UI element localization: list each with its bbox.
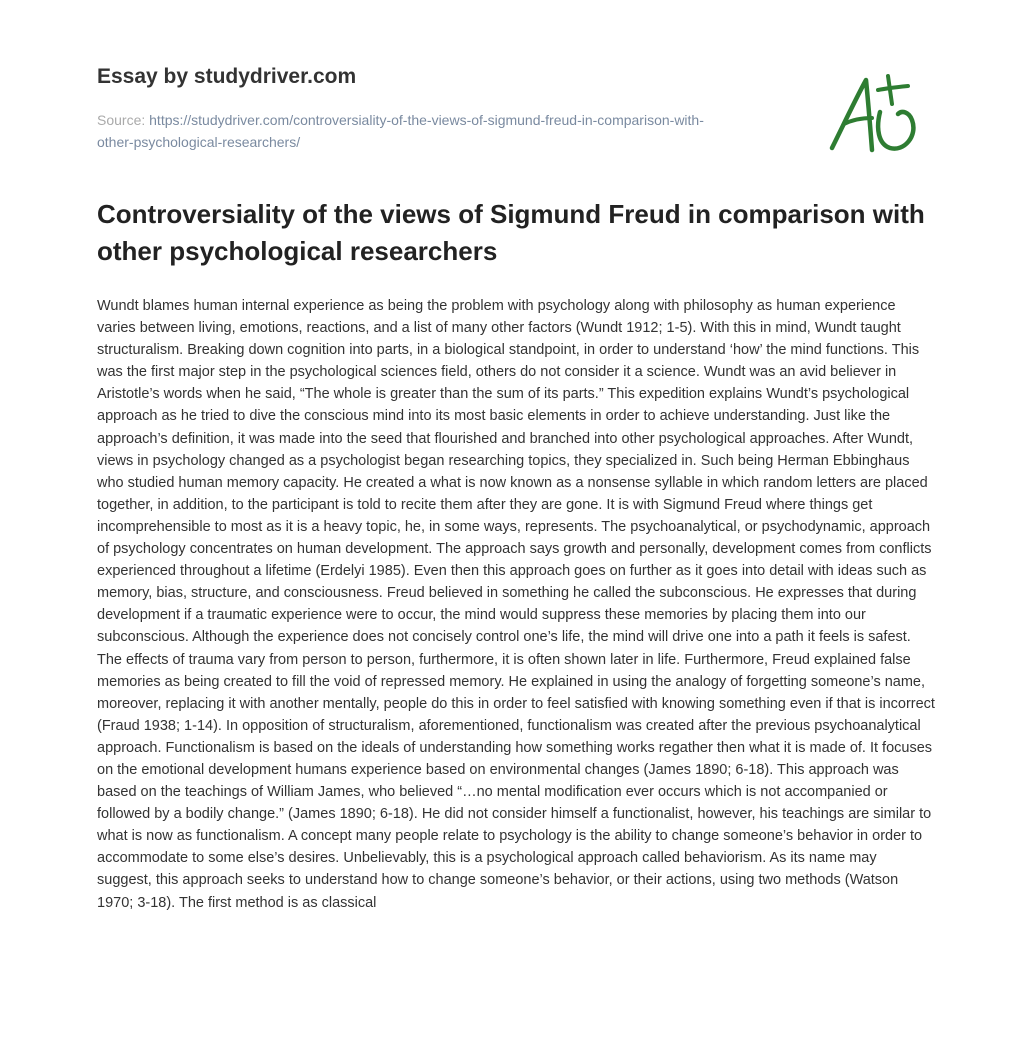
source-label: Source: [97, 112, 146, 128]
source-line [97, 109, 737, 153]
source-link[interactable]: https://studydriver.com/controversiality-of-the-views-of-sigmund-freud-in-comparison-with-other-psychological-researchers/ [97, 112, 704, 150]
essay-body-text: Wundt blames human internal experience as being the problem with psychology along with philosophy as human experience varies between living, emotions, reactions, and a list of many other factors (Wundt 1912; 1-5). With this in mind, Wundt taught structuralism. Breaking down cognition into parts, in a biological standpoint, in order to understand ‘how’ the mind functions. This was the first major step in the psychological sciences field, others do not consider it a science. Wundt was an avid believer in Aristotle’s words when he said, “The whole is greater than the sum of its parts.” This expedition explains Wundt’s psychological approach as he tried to dive the conscious mind into its most basic elements in order to achieve understanding. Just like the approach’s definition, it was made into the seed that flourished and branched into other psychological approaches. After Wundt, views in psychology changed as a psychologist began researching topics, they specialized in. Such being Herman Ebbinghaus who studied human memory capacity. He created a what is now known as a nonsense syllable in which random letters are placed together, in addition, to the participant is told to recite them after they are gone. It is with Sigmund Freud where things get incomprehensible to most as it is a heavy topic, he, in some ways, represents. The psychoanalytical, or psychodynamic, approach of psychology concentrates on human development. The approach says growth and personally, development comes from conflicts experienced throughout a lifetime (Erdelyi 1985). Even then this approach goes on further as it goes into detail with ideas such as memory, bias, structure, and consciousness. Freud believed in something he called the subconscious. He expresses that during development if a traumatic experience were to occur, the mind would suppress these memories by placing them into our subconscious. Although the experience does not concisely control one’s life, the mind will drive one into a path it feels is safest. The effects of trauma vary from person to person, furthermore, it is often shown later in life. Furthermore, Freud explained false memories as being created to fill the void of repressed memory. He explained in using the analogy of forgetting someone’s name, moreover, replacing it with another mentally, people do this in order to feel satisfied with knowing something even if that is incorrect (Fraud 1938; 1-14). In opposition of structuralism, aforementioned, functionalism was created after the previous psychoanalytical approach. Functionalism is based on the ideals of understanding how something works regather then what it is made of. It focuses on the emotional development humans experience based on environmental changes (James 1890; 6-18). This approach was based on the teachings of William James, who believed “…no mental modification ever occurs which is not accompanied or followed by a bodily change.” (James 1890; 6-18). He did not consider himself a functionalist, however, his teachings are similar to what is now as functionalism. A concept many people relate to psychology is the ability to change someone’s behavior in order to accommodate to some else’s desires. Unbelievably, this is a psychological approach called behaviorism. As its name may suggest, this approach seeks to understand how to change someone’s behavior, or their actions, using two methods (Watson 1970; 3-18). The first method is as classical [97, 298, 935, 911]
essay-title: Controversiality of the views of Sigmund Freud in comparison with other psychological researchers [97, 199, 925, 266]
brand-heading: Essay by studydriver.com [97, 65, 357, 88]
a-plus-logo-icon [826, 70, 926, 160]
